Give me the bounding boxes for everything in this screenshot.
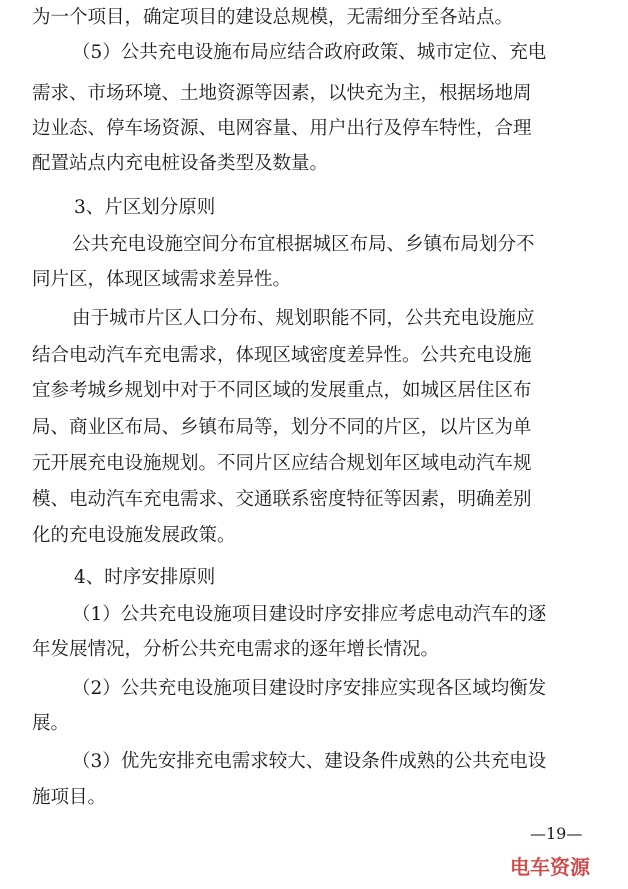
- text-line: 结合电动汽车充电需求，体现区域密度差异性。公共充电设施: [32, 345, 532, 366]
- text-line: （5）公共充电设施布局应结合政府政策、城市定位、充电: [72, 42, 547, 63]
- text-line: 为一个项目，确定项目的建设总规模，无需细分至各站点。: [32, 7, 514, 28]
- watermark: 电车资源: [510, 855, 590, 879]
- text-line: 公共充电设施空间分布宜根据城区布局、乡镇布局划分不: [72, 234, 535, 255]
- text-line: 模、电动汽车充电需求、交通联系密度特征等因素，明确差别: [32, 489, 532, 510]
- text-line: 宜参考城乡规划中对于不同区域的发展重点，如城区居住区布: [32, 380, 532, 401]
- text-line: 年发展情况，分析公共充电需求的逐年增长情况。: [32, 639, 440, 660]
- text-line: 配置站点内充电桩设备类型及数量。: [32, 153, 329, 174]
- text-line: 展。: [32, 713, 70, 734]
- text-line: 施项目。: [32, 787, 107, 808]
- section-heading: 3、片区划分原则: [74, 197, 216, 218]
- text-line: （2）公共充电设施项目建设时序安排应实现各区域均衡发: [72, 678, 547, 699]
- text-line: 局、商业区布局、乡镇布局等，划分不同的片区，以片区为单: [32, 417, 532, 438]
- page-number: —19—: [530, 824, 583, 843]
- text-line: 同片区，体现区域需求差异性。: [32, 269, 292, 290]
- text-line: （1）公共充电设施项目建设时序安排应考虑电动汽车的逐: [72, 604, 547, 625]
- text-line: 需求、市场环境、土地资源等因素，以快充为主，根据场地周: [32, 83, 532, 104]
- text-line: 元开展充电设施规划。不同片区应结合规划年区域电动汽车规: [32, 453, 532, 474]
- text-line: 边业态、停车场资源、电网容量、用户出行及停车特性，合理: [32, 118, 532, 139]
- text-line: 化的充电设施发展政策。: [32, 525, 236, 546]
- section-heading: 4、时序安排原则: [74, 567, 216, 588]
- text-line: 由于城市片区人口分布、规划职能不同，公共充电设施应: [72, 308, 535, 329]
- text-line: （3）优先安排充电需求较大、建设条件成熟的公共充电设: [72, 751, 547, 772]
